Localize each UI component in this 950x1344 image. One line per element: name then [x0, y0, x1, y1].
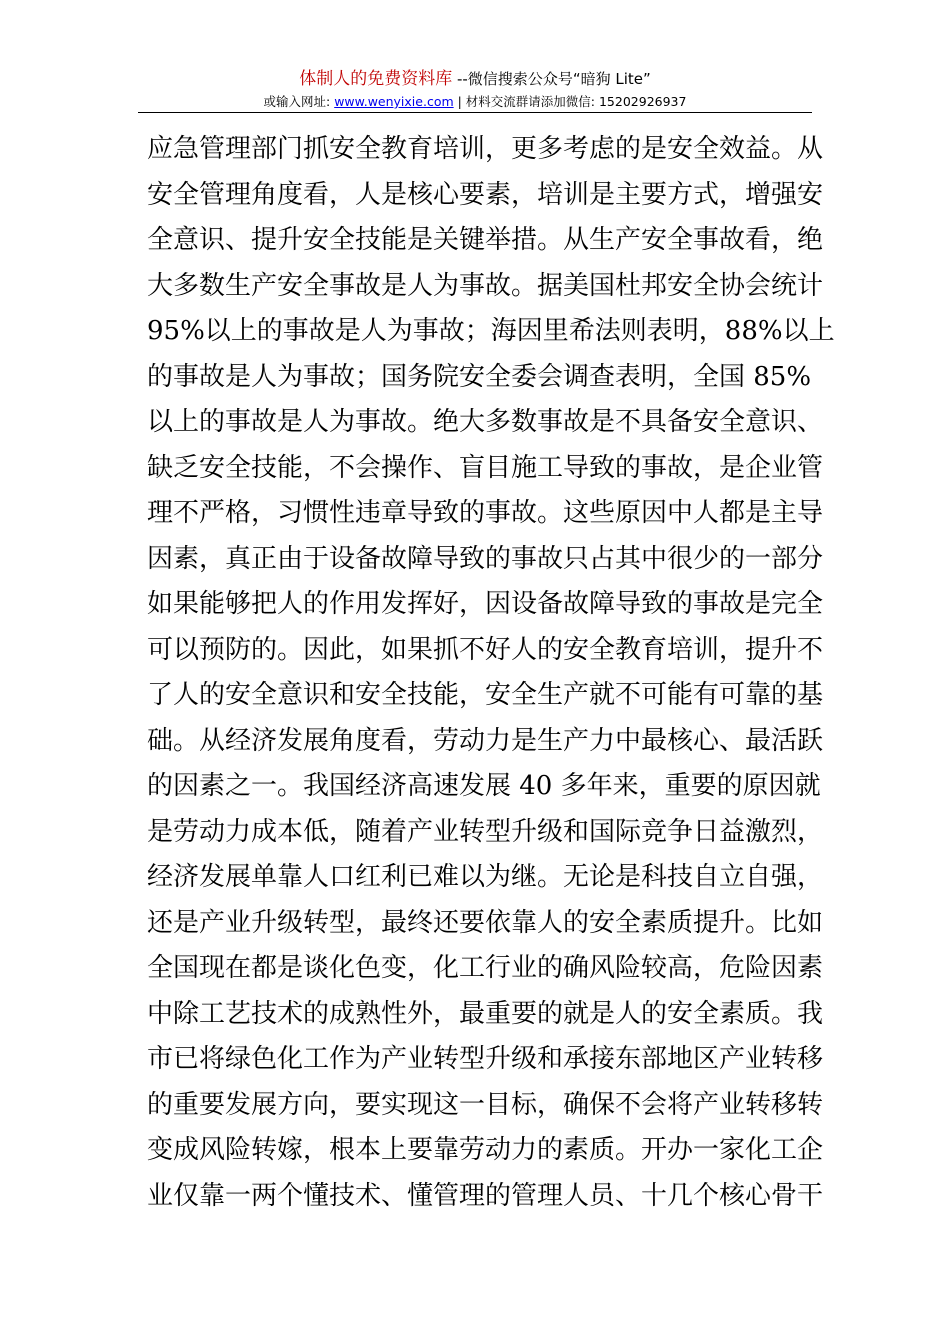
header-contact-line — [0, 93, 950, 110]
body-line: 是劳动力成本低，随着产业转型升级和国际竞争日益激烈， — [147, 816, 824, 847]
body-line: 业仅靠一两个懂技术、懂管理的管理人员、十几个核心骨干 — [147, 1180, 824, 1211]
document-body — [147, 127, 835, 1219]
body-line: 如果能够把人的作用发挥好，因设备故障导致的事故是完全 — [147, 589, 824, 619]
body-line: 还是产业升级转型，最终还要依靠人的安全素质提升。比如 — [147, 907, 824, 938]
body-line: 安全管理角度看，人是核心要素，培训是主要方式，增强安 — [147, 179, 824, 210]
body-line: 的重要发展方向，要实现这一目标，确保不会将产业转移转 — [147, 1089, 824, 1120]
body-line: 了人的安全意识和安全技能，安全生产就不可能有可靠的基 — [147, 680, 824, 710]
body-line: 缺乏安全技能，不会操作、盲目施工导致的事故，是企业管 — [147, 452, 824, 483]
body-line: 的事故是人为事故；国务院安全委会调查表明，全国 85% — [147, 361, 812, 392]
body-line: 变成风险转嫁，根本上要靠劳动力的素质。开办一家化工企 — [147, 1135, 824, 1165]
header-title-line — [0, 70, 950, 88]
header-url-prefix: 或输入网址: — [263, 94, 335, 109]
body-line: 因素，真正由于设备故障导致的事故只占其中很少的一部分 — [147, 543, 824, 574]
body-line: 中除工艺技术的成熟性外，最重要的就是人的安全素质。我 — [147, 998, 824, 1029]
header-subtitle: --微信搜索公众号“暗狗 Lite” — [452, 70, 651, 88]
body-line: 应急管理部门抓安全教育培训，更多考虑的是安全效益。从 — [147, 134, 824, 164]
body-line: 理不严格，习惯性违章导致的事故。这些原因中人都是主导 — [147, 498, 824, 528]
body-line: 大多数生产安全事故是人为事故。据美国杜邦安全协会统计 — [147, 270, 824, 301]
body-line: 的因素之一。我国经济高速发展 40 多年来，重要的原因就 — [147, 771, 821, 801]
body-line: 可以预防的。因此，如果抓不好人的安全教育培训，提升不 — [147, 634, 824, 665]
body-line: 95%以上的事故是人为事故；海因里希法则表明，88%以上 — [147, 316, 835, 346]
header-contact-suffix: | 材料交流群请添加微信: 15202926937 — [453, 94, 687, 109]
body-line: 经济发展单靠人口红利已难以为继。无论是科技自立自强， — [147, 862, 824, 892]
page-header — [0, 70, 950, 110]
header-brand: 体制人的免费资料库 — [299, 69, 453, 89]
header-divider — [138, 112, 812, 113]
header-url-link[interactable]: www.wenyixie.com — [334, 94, 454, 109]
body-line: 础。从经济发展角度看，劳动力是生产力中最核心、最活跃 — [147, 725, 824, 756]
body-line: 以上的事故是人为事故。绝大多数事故是不具备安全意识、 — [147, 407, 824, 437]
body-line: 全意识、提升安全技能是关键举措。从生产安全事故看，绝 — [147, 225, 824, 255]
body-line: 市已将绿色化工作为产业转型升级和承接东部地区产业转移 — [147, 1044, 824, 1074]
body-line: 全国现在都是谈化色变，化工行业的确风险较高，危险因素 — [147, 953, 824, 983]
